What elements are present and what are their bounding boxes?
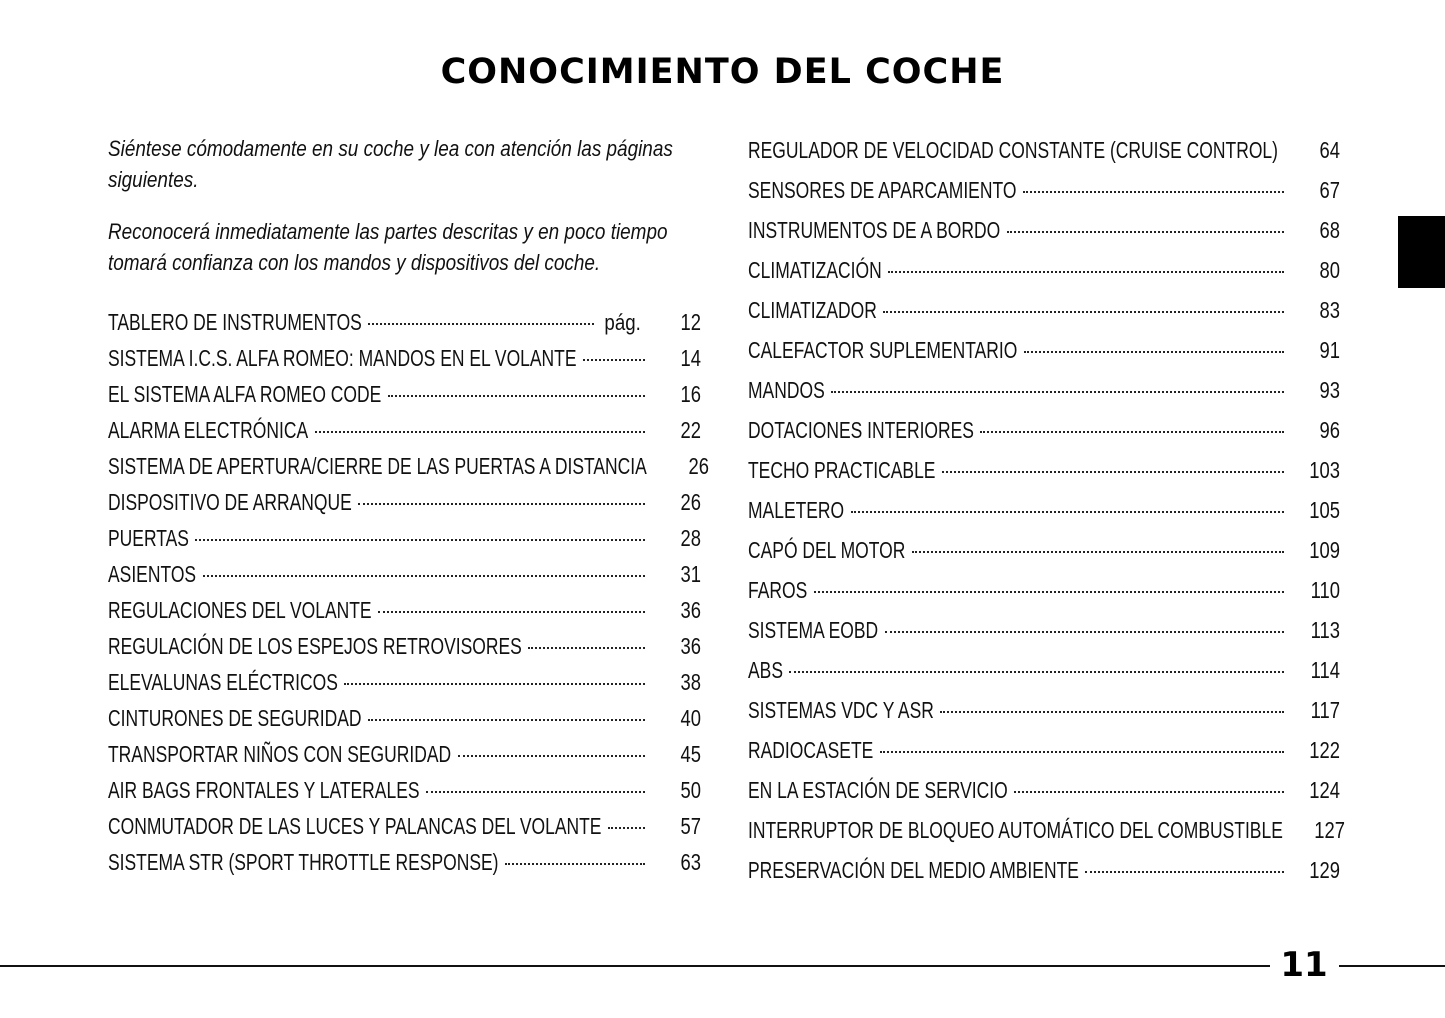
toc-entry-page: 114 xyxy=(1310,657,1340,683)
dot-leader xyxy=(505,863,645,865)
toc-entry-page: 38 xyxy=(680,669,701,695)
toc-entry-label-wrap xyxy=(748,530,906,570)
toc-entry-page: 124 xyxy=(1309,777,1340,803)
toc-entry xyxy=(748,410,1340,450)
dot-leader xyxy=(344,683,645,685)
toc-entry-label-wrap xyxy=(748,850,1079,890)
toc-entry-page: 40 xyxy=(680,705,701,731)
dot-leader xyxy=(831,391,1284,393)
toc-entry-label: CLIMATIZACIÓN xyxy=(748,257,882,283)
toc-entry-label-wrap xyxy=(108,736,452,772)
toc-entry-page: 129 xyxy=(1309,857,1340,883)
toc-entry xyxy=(748,770,1340,810)
toc-entry-page: 28 xyxy=(680,525,701,551)
toc-entry-label: CALEFACTOR SUPLEMENTARIO xyxy=(748,337,1018,363)
toc-entry-label: RADIOCASETE xyxy=(748,737,874,763)
toc-entry-label: CINTURONES DE SEGURIDAD xyxy=(108,705,362,731)
toc-entry-label-wrap xyxy=(108,592,372,628)
toc-entry xyxy=(748,530,1340,570)
page-title: CONOCIMIENTO DEL COCHE xyxy=(440,52,1005,92)
toc-entry xyxy=(748,330,1340,370)
toc-entry-page: 36 xyxy=(680,597,701,623)
dot-leader xyxy=(880,751,1284,753)
footer-rule-left xyxy=(0,965,1270,967)
toc-entry xyxy=(748,650,1340,690)
toc-entry-page: 122 xyxy=(1309,737,1340,763)
intro-text-1: Siéntese cómodamente en su coche y lea con atención las páginas siguientes. xyxy=(108,136,673,192)
dot-leader xyxy=(851,511,1284,513)
toc-entry-label: SISTEMAS VDC Y ASR xyxy=(748,697,934,723)
toc-entry-label-wrap xyxy=(748,690,934,730)
page-label: pág. xyxy=(604,310,641,335)
page-number: 11 xyxy=(1280,945,1328,985)
toc-entry-label-wrap xyxy=(748,810,1283,850)
toc-entry-page: 127 xyxy=(1314,817,1345,843)
dot-leader xyxy=(942,471,1284,473)
section-tab-marker xyxy=(1398,216,1445,288)
toc-entry xyxy=(108,304,701,340)
toc-entry-label-wrap xyxy=(108,520,189,556)
toc-entry-page: 110 xyxy=(1310,577,1340,603)
dot-leader xyxy=(388,395,645,397)
toc-entry-page: 57 xyxy=(680,813,701,839)
toc-entry-label: REGULADOR DE VELOCIDAD CONSTANTE (CRUISE CONTROL) xyxy=(748,137,1278,163)
dot-leader xyxy=(940,711,1284,713)
dot-leader xyxy=(1014,791,1284,793)
toc-entry-page: 68 xyxy=(1319,217,1340,243)
toc-entry-label: SISTEMA EOBD xyxy=(748,617,879,643)
toc-entry xyxy=(108,448,709,484)
toc-entry xyxy=(108,556,701,592)
dot-leader xyxy=(980,431,1284,433)
toc-entry-page: 50 xyxy=(680,777,701,803)
toc-entry-label: PUERTAS xyxy=(108,525,189,551)
toc-left-column xyxy=(108,304,709,880)
toc-entry-label: INTERRUPTOR DE BLOQUEO AUTOMÁTICO DEL COMBUSTIBLE xyxy=(748,817,1283,843)
toc-entry-page: 103 xyxy=(1309,457,1340,483)
dot-leader xyxy=(1023,191,1284,193)
toc-entry xyxy=(748,730,1340,770)
toc-entry-label: TECHO PRACTICABLE xyxy=(748,457,936,483)
toc-entry xyxy=(748,290,1340,330)
toc-entry-label-wrap xyxy=(748,170,1017,210)
toc-entry-page: 93 xyxy=(1319,377,1340,403)
toc-entry-label: ABS xyxy=(748,657,783,683)
toc-entry-label: FAROS xyxy=(748,577,808,603)
toc-entry-label-wrap xyxy=(748,330,1018,370)
toc-entry-page: 31 xyxy=(680,561,701,587)
toc-entry-label-wrap xyxy=(108,664,338,700)
toc-entry-page: 91 xyxy=(1319,337,1340,363)
toc-entry-label: CLIMATIZADOR xyxy=(748,297,877,323)
toc-entry-label-wrap xyxy=(108,448,647,484)
toc-entry-label-wrap xyxy=(748,730,874,770)
toc-entry-label: CAPÓ DEL MOTOR xyxy=(748,537,906,563)
footer-rule-right xyxy=(1339,965,1445,967)
toc-entry-label: ALARMA ELECTRÓNICA xyxy=(108,417,309,443)
toc-entry-page: 26 xyxy=(680,489,701,515)
toc-entry-label-wrap xyxy=(748,450,936,490)
toc-entry-label-wrap xyxy=(108,376,382,412)
toc-entry-label-wrap xyxy=(108,304,362,340)
toc-entry xyxy=(748,810,1345,850)
toc-entry xyxy=(108,340,701,376)
toc-entry-label-wrap xyxy=(108,844,499,880)
toc-entry-page: 26 xyxy=(688,453,709,479)
toc-entry xyxy=(108,664,701,700)
toc-entry-page: 80 xyxy=(1319,257,1340,283)
toc-entry-label: SISTEMA STR (SPORT THROTTLE RESPONSE) xyxy=(108,849,499,875)
toc-entry-label: MALETERO xyxy=(748,497,845,523)
toc-entry-page: 14 xyxy=(680,345,701,371)
toc-entry xyxy=(108,412,701,448)
toc-entry-label: EN LA ESTACIÓN DE SERVICIO xyxy=(748,777,1008,803)
toc-entry xyxy=(748,170,1340,210)
toc-entry-page: 105 xyxy=(1309,497,1340,523)
toc-entry-label: PRESERVACIÓN DEL MEDIO AMBIENTE xyxy=(748,857,1079,883)
toc-entry xyxy=(748,490,1340,530)
dot-leader xyxy=(814,591,1284,593)
dot-leader xyxy=(1024,351,1284,353)
toc-entry-label-wrap xyxy=(748,250,882,290)
toc-entry-label-wrap xyxy=(748,490,845,530)
toc-entry xyxy=(108,736,701,772)
toc-entry-label-wrap xyxy=(748,650,783,690)
toc-entry-label-wrap xyxy=(108,484,352,520)
toc-entry xyxy=(748,570,1340,610)
toc-entry-label-wrap xyxy=(748,410,974,450)
toc-entry-label-wrap xyxy=(108,700,362,736)
toc-entry-label: DOTACIONES INTERIORES xyxy=(748,417,974,443)
toc-entry-label: TABLERO DE INSTRUMENTOS xyxy=(108,309,362,335)
toc-entry xyxy=(108,700,701,736)
toc-entry-page: 45 xyxy=(680,741,701,767)
toc-entry-page: 83 xyxy=(1319,297,1340,323)
dot-leader xyxy=(378,611,645,613)
toc-entry-label: AIR BAGS FRONTALES Y LATERALES xyxy=(108,777,420,803)
toc-entry xyxy=(108,808,701,844)
toc-entry xyxy=(108,520,701,556)
toc-entry-page: 96 xyxy=(1319,417,1340,443)
toc-entry-page: 109 xyxy=(1309,537,1340,563)
dot-leader xyxy=(912,551,1284,553)
toc-entry-page: 113 xyxy=(1310,617,1340,643)
toc-entry-page: 64 xyxy=(1319,137,1340,163)
dot-leader xyxy=(358,503,645,505)
toc-entry-label-wrap xyxy=(108,556,197,592)
dot-leader xyxy=(608,827,645,829)
toc-entry-label-wrap xyxy=(108,412,309,448)
toc-entry-page: 117 xyxy=(1310,697,1340,723)
toc-right-column xyxy=(748,130,1345,890)
toc-entry-label-wrap xyxy=(108,628,522,664)
toc-entry xyxy=(108,376,701,412)
toc-entry-label-wrap xyxy=(108,340,577,376)
toc-entry xyxy=(108,592,701,628)
toc-entry-label: INSTRUMENTOS DE A BORDO xyxy=(748,217,1001,243)
toc-entry xyxy=(748,610,1340,650)
toc-entry xyxy=(748,370,1340,410)
toc-entry-label-wrap xyxy=(748,210,1001,250)
toc-entry xyxy=(748,690,1340,730)
toc-entry-label: REGULACIONES DEL VOLANTE xyxy=(108,597,372,623)
toc-entry-label: DISPOSITIVO DE ARRANQUE xyxy=(108,489,352,515)
toc-entry-label: SISTEMA I.C.S. ALFA ROMEO: MANDOS EN EL VOLANTE xyxy=(108,345,577,371)
toc-entry-label-wrap xyxy=(748,770,1008,810)
dot-leader xyxy=(883,311,1284,313)
toc-entry-label-wrap xyxy=(748,610,879,650)
toc-entry-page: 12 xyxy=(680,309,701,335)
dot-leader xyxy=(1085,871,1284,873)
toc-entry xyxy=(108,772,701,808)
toc-entry-page: 22 xyxy=(680,417,701,443)
dot-leader xyxy=(1007,231,1284,233)
dot-leader xyxy=(368,719,645,721)
toc-entry-label: CONMUTADOR DE LAS LUCES Y PALANCAS DEL VOLANTE xyxy=(108,813,602,839)
dot-leader xyxy=(458,755,645,757)
toc-entry-label-wrap xyxy=(108,772,420,808)
toc-entry-label-wrap xyxy=(748,290,877,330)
toc-entry-label-wrap xyxy=(108,808,602,844)
dot-leader xyxy=(789,671,1284,673)
toc-entry-label: MANDOS xyxy=(748,377,825,403)
toc-entry-label: ELEVALUNAS ELÉCTRICOS xyxy=(108,669,338,695)
intro-paragraph-1 xyxy=(108,133,704,195)
toc-entry-label-wrap xyxy=(748,370,825,410)
dot-leader xyxy=(528,647,645,649)
dot-leader xyxy=(426,791,645,793)
toc-entry xyxy=(108,628,701,664)
toc-entry-page: 36 xyxy=(680,633,701,659)
toc-entry-page: 16 xyxy=(680,381,701,407)
toc-entry xyxy=(108,484,701,520)
toc-entry-label: REGULACIÓN DE LOS ESPEJOS RETROVISORES xyxy=(108,633,522,659)
toc-entry xyxy=(748,450,1340,490)
toc-entry-label: TRANSPORTAR NIÑOS CON SEGURIDAD xyxy=(108,741,452,767)
toc-entry-label: EL SISTEMA ALFA ROMEO CODE xyxy=(108,381,382,407)
toc-entry-label: SISTEMA DE APERTURA/CIERRE DE LAS PUERTAS A DISTANCIA xyxy=(108,453,647,479)
intro-text-2: Reconocerá inmediatamente las partes descritas y en poco tiempo tomará confianza con los mandos y dispositivos del coche. xyxy=(108,219,668,275)
dot-leader xyxy=(368,323,594,325)
intro-paragraph-2 xyxy=(108,216,704,278)
dot-leader xyxy=(203,575,645,577)
dot-leader xyxy=(583,359,645,361)
toc-entry xyxy=(748,210,1340,250)
toc-entry-page: 63 xyxy=(680,849,701,875)
toc-entry-label: ASIENTOS xyxy=(108,561,197,587)
toc-entry xyxy=(748,130,1340,170)
dot-leader xyxy=(888,271,1284,273)
toc-entry xyxy=(748,850,1340,890)
toc-entry-page: 67 xyxy=(1319,177,1340,203)
toc-entry xyxy=(748,250,1340,290)
dot-leader xyxy=(195,539,645,541)
dot-leader xyxy=(885,631,1284,633)
toc-entry-label: SENSORES DE APARCAMIENTO xyxy=(748,177,1017,203)
toc-entry xyxy=(108,844,701,880)
dot-leader xyxy=(315,431,645,433)
toc-entry-label-wrap xyxy=(748,570,808,610)
toc-entry-label-wrap xyxy=(748,130,1278,170)
